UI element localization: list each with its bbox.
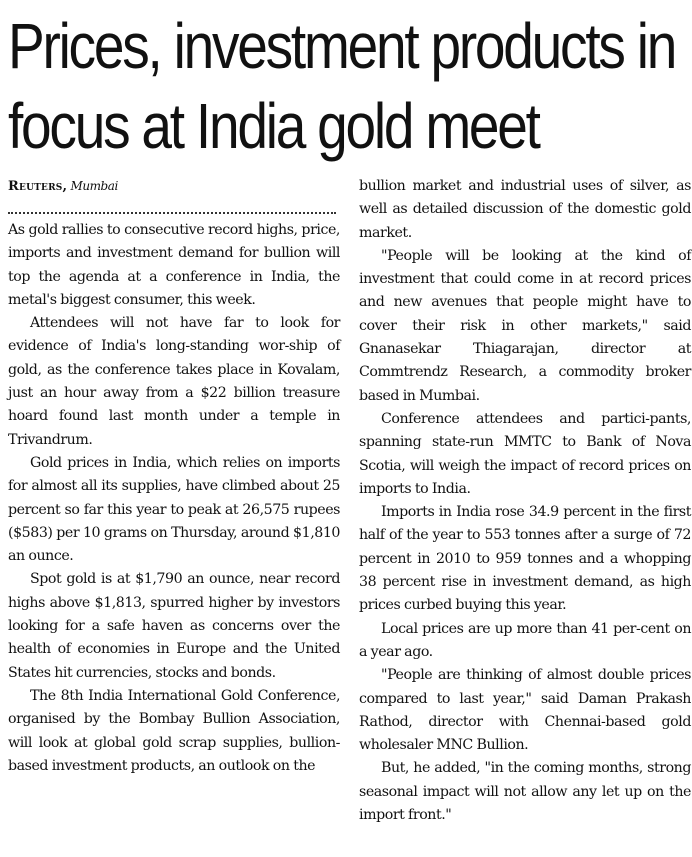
article-column-right [359,175,691,827]
dotted-divider [8,212,336,214]
article-paragraph: Spot gold is at $1,790 an ounce, near record highs above $1,813, spurred higher by investors looking for a safe haven as concerns over the health of economies in Europe and the United States hit currencies, stocks and bonds. [8,571,340,681]
article-paragraph: Local prices are up more than 41 per-cent on a year ago. [359,620,691,660]
headline-line-1: Prices, investment products in [8,10,676,82]
article-paragraph: Attendees will not have far to look for evidence of India's long-standing wor-ship of gold, as the conference takes place in Kovalam, just an hour away from a $22 billion treasure hoard found last month under a temple in Trivandrum. [8,315,340,448]
article-paragraph: "People will be looking at the kind of investment that could come in at record prices and new avenues that people might have to cover their risk in other markets," said Gnanasekar Thiagarajan, director at Commtrendz Research, a commodity broker based in Mumbai. [359,247,691,404]
article-paragraph: "People are thinking of almost double prices compared to last year," said Daman Prakash Rathod, director with Chennai-based gold wholesaler MNC Bullion. [359,667,691,754]
article-paragraph: As gold rallies to consecutive record highs, price, imports and investment demand for bullion will top the agenda at a conference in India, the metal's biggest consumer, this week. [8,222,340,308]
article-paragraph: Imports in India rose 34.9 percent in the first half of the year to 553 tonnes after a surge of 72 percent in 2010 to 959 tonnes and a whopping 38 percent rise in investment demand, as high prices curbed buying this year. [359,504,691,614]
headline [8,6,676,166]
article-column-left [8,175,340,778]
article-paragraph: But, he added, "in the coming months, strong seasonal impact will not allow any let up on the import front." [359,760,691,824]
article-paragraph: Conference attendees and partici-pants, spanning state-run MMTC to Bank of Nova Scotia, will weigh the impact of record prices on imports to India. [359,410,691,497]
article-paragraph-continued: bullion market and industrial uses of silver, as well as detailed discussion of the domestic gold market. [359,178,691,241]
byline-agency: Reuters, [8,179,68,194]
byline [8,175,340,198]
article-paragraph: The 8th India International Gold Conference, organised by the Bombay Bullion Association, will look at global gold scrap supplies, bullion-based investment products, an outlook on the [8,687,340,774]
article-paragraph: Gold prices in India, which relies on imports for almost all its supplies, have climbed about 25 percent so far this year to peak at 26,575 rupees ($583) per 10 grams on Thursday, around $1,810 an ounce. [8,454,340,565]
byline-city: Mumbai [70,179,118,193]
headline-line-2: focus at India gold meet [8,90,539,162]
